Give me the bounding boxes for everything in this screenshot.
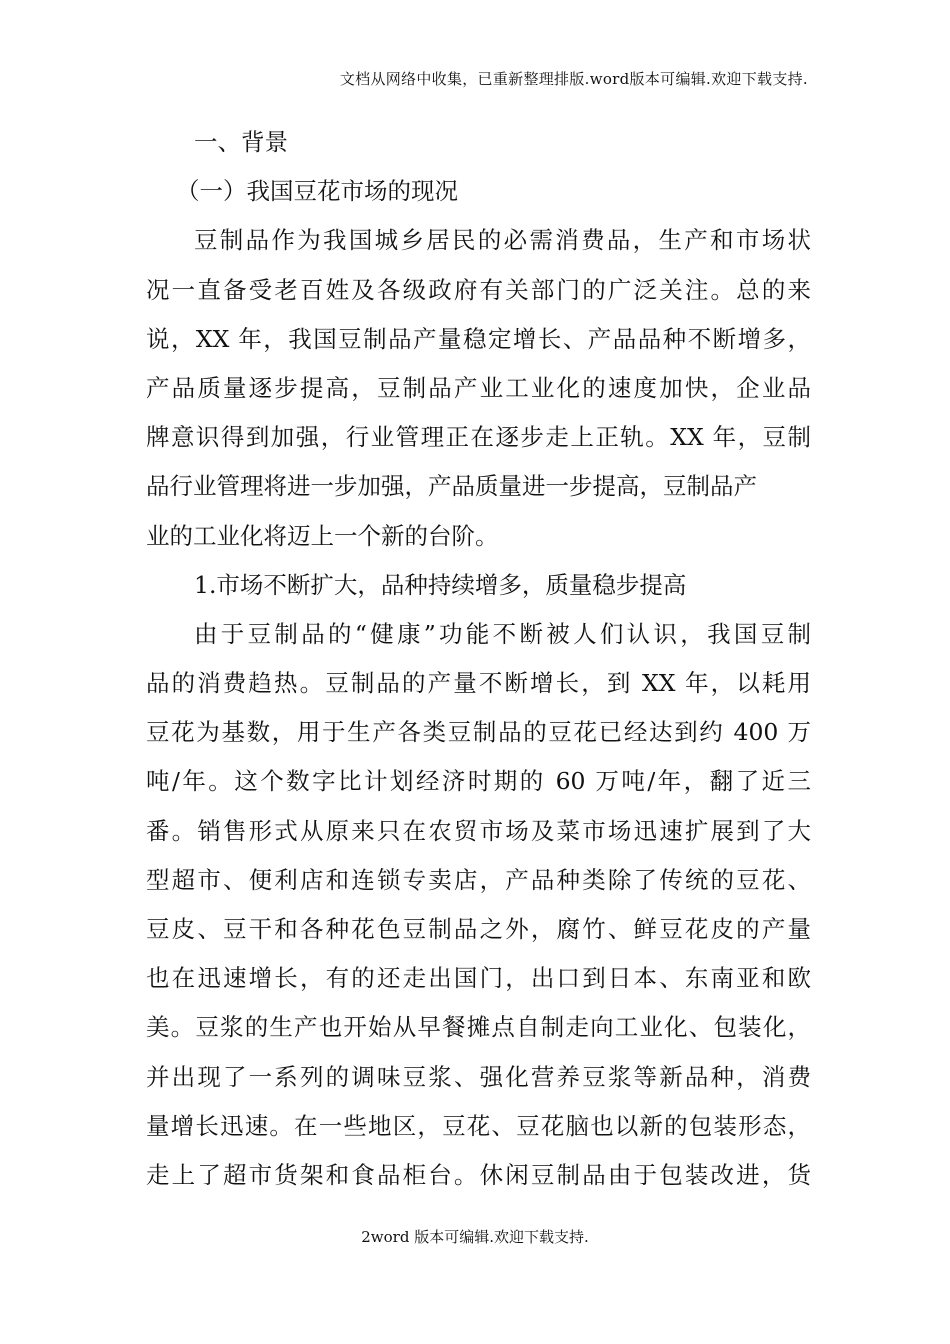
- paragraph-line: 牌意识得到加强，行业管理正在逐步走上正轨。XX 年，豆制: [146, 423, 811, 452]
- paragraph-line: 品的消费趋热。豆制品的产量不断增长，到 XX 年，以耗用: [146, 669, 811, 698]
- document-body: [146, 118, 811, 1200]
- paragraph-line: 由于豆制品的“健康”功能不断被人们认识，我国豆制: [194, 619, 811, 648]
- paragraph-line: 走上了超市货架和食品柜台。休闲豆制品由于包装改进，货: [146, 1160, 811, 1189]
- section-heading: 一、背景: [194, 128, 288, 156]
- paragraph-line: 况一直备受老百姓及各级政府有关部门的广泛关注。总的来: [146, 275, 811, 304]
- paragraph-line: 也在迅速增长，有的还走出国门，出口到日本、东南亚和欧: [146, 964, 811, 993]
- numbered-subheading: 1.市场不断扩大，品种持续增多，质量稳步提高: [194, 570, 687, 599]
- paragraph-line: 番。销售形式从原来只在农贸市场及菜市场迅速扩展到了大: [146, 816, 811, 845]
- subsection-heading: （一）我国豆花市场的现况: [176, 177, 458, 206]
- paragraph-line: 业的工业化将迈上一个新的台阶。: [146, 521, 499, 550]
- paragraph-line: 并出现了一系列的调味豆浆、强化营养豆浆等新品种，消费: [146, 1062, 811, 1091]
- footer-note: 2word 版本可编辑.欢迎下载支持.: [361, 1228, 589, 1246]
- paragraph-line: 型超市、便利店和连锁专卖店，产品种类除了传统的豆花、: [146, 865, 811, 894]
- paragraph-line: 吨/年。这个数字比计划经济时期的 60 万吨/年，翻了近三: [146, 767, 811, 796]
- paragraph-line: 产品质量逐步提高，豆制品产业工业化的速度加快，企业品: [146, 373, 811, 402]
- paragraph-line: 豆花为基数，用于生产各类豆制品的豆花已经达到约 400 万: [146, 718, 811, 747]
- paragraph-1: [146, 216, 811, 560]
- paragraph-line: 说，XX 年，我国豆制品产量稳定增长、产品品种不断增多，: [146, 324, 811, 353]
- header-note: 文档从网络中收集，已重新整理排版.word版本可编辑.欢迎下载支持.: [339, 70, 808, 88]
- paragraph-line: 量增长迅速。在一些地区，豆花、豆花脑也以新的包装形态，: [146, 1111, 811, 1140]
- paragraph-2: [146, 610, 811, 1200]
- paragraph-line: 豆制品作为我国城乡居民的必需消费品，生产和市场状: [194, 226, 811, 255]
- paragraph-line: 美。豆浆的生产也开始从早餐摊点自制走向工业化、包装化，: [146, 1013, 811, 1042]
- paragraph-line: 豆皮、豆干和各种花色豆制品之外，腐竹、鲜豆花皮的产量: [146, 915, 811, 943]
- paragraph-line: 品行业管理将进一步加强，产品质量进一步提高，豆制品产: [146, 472, 757, 501]
